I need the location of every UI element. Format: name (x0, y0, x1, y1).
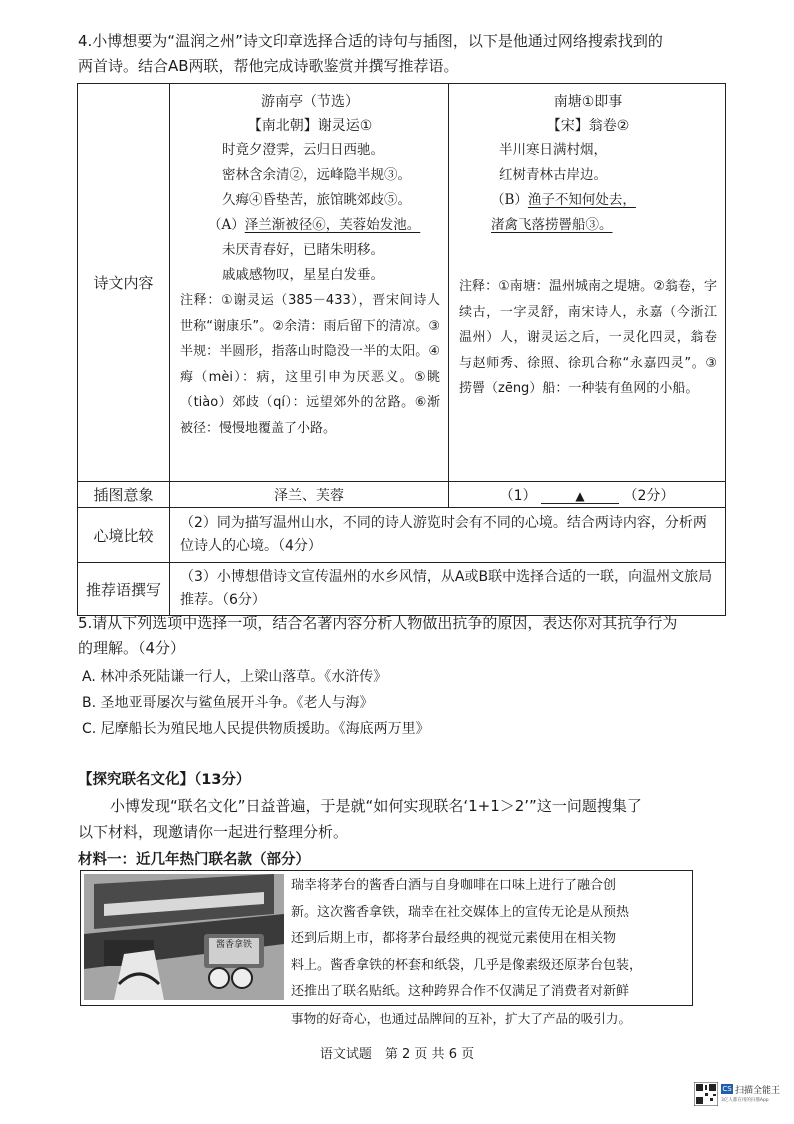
poem2-cell (449, 84, 726, 482)
poem1-author: 【南北朝】谢灵运① (247, 118, 373, 134)
page-footer: 语文试题 第 2 页 共 6 页 (319, 1047, 475, 1062)
poem1-notes: 注释：①谢灵运（385－433），晋宋间诗人世称“谢康乐”。②余清：雨后留下的清凉。③半规：半圆形，指落山时隐没一半的太阳。④痗（mèi）：病，这里引申为厌恶义。⑤眺（tiào）郊歧（qí）：远望郊外的岔路。⑥渐被径：慢慢地覆盖了小路。 (180, 293, 440, 436)
poem-table (77, 83, 726, 616)
poem2-title: 南塘①即事 (553, 94, 623, 110)
poem2-couplet-b (459, 188, 717, 213)
product-label: 酱香拿铁 (215, 940, 252, 950)
row-label-recommend: 推荐语撰写 (78, 563, 170, 616)
poem1-line: 密林含余清②，远峰隐半规③。 (222, 167, 411, 183)
blank-1-score: （2分） (623, 487, 675, 504)
poem2-line: 半川寒日满村烟， (499, 142, 607, 158)
poem2-author: 【宋】翁卷② (546, 118, 630, 134)
row-label-mood: 心境比较 (78, 508, 170, 563)
poem1-line: 时竟夕澄霁，云归日西驰。 (222, 142, 384, 158)
imagery-poem1: 泽兰、芙蓉 (170, 482, 449, 508)
material1-text (291, 873, 689, 1032)
material1-line: 事物的好奇心，也通过品牌间的互补，扩大了产品的吸引力。 (291, 1010, 632, 1026)
poem1-line: 未厌青春好，已睹朱明移。 (222, 242, 384, 258)
material1-line: 料上。酱香拿铁的杯套和纸袋，几乎是像素级还原茅台包装， (291, 957, 643, 973)
section-intro-line2: 以下材料，现邀请你一起进行整理分析。 (78, 823, 349, 841)
poem2-notes: 注释：①南塘：温州城南之堤塘。②翁卷，字续古，一字灵舒，南宋诗人，永嘉（今浙江温州）人，谢灵运之后，一灵化四灵，翁卷与赵师秀、徐照、徐玑合称“永嘉四灵”。③捞罾（zēng）船：一种装有鱼网的小船。 (459, 279, 717, 396)
poem1-cell (170, 84, 449, 482)
poem1-couplet-a (180, 213, 440, 238)
material1-box (80, 870, 693, 1026)
couplet-b-line2: 渚禽飞落捞罾船③。 (491, 217, 613, 233)
section-heading: 【探究联名文化】（13分） (78, 772, 251, 788)
row-label-imagery: 插图意象 (78, 482, 170, 508)
row-label-content: 诗文内容 (78, 84, 170, 482)
material1-line: 瑞幸将茅台的酱香白酒与自身咖啡在口味上进行了融合创 (291, 878, 617, 893)
product-image (84, 874, 284, 1000)
scanner-badge (694, 1082, 786, 1110)
poem1-line: 久痗④昏垫苦，旅馆眺郊歧⑤。 (222, 192, 411, 208)
poem2-line: 红树青林古岸边。 (499, 167, 607, 183)
couplet-a-label: （A） (208, 217, 245, 233)
q4-stem-line1: 4.小博想要为“温润之州”诗文印章选择合适的诗句与插图，以下是他通过网络搜索找到的 (78, 32, 663, 50)
material1-line: 新。这次酱香拿铁，瑞幸在社交媒体上的宣传无论是从预热 (291, 904, 630, 920)
badge-name: 扫描全能王 (735, 1086, 781, 1096)
q4-stem-line2: 两首诗。结合AB两联，帮他完成诗歌鉴赏并撰写推荐语。 (78, 57, 459, 75)
q5-stem-line1: 5.请从下列选项中选择一项，结合名著内容分析人物做出抗争的原因，表达你对其抗争行为 (78, 614, 678, 632)
q5-option-a: A. 林冲杀死陆谦一行人，上梁山落草。《水浒传》 (82, 669, 388, 685)
cs-logo-icon: CS (722, 1085, 732, 1093)
poem2-couplet-b-2 (459, 213, 717, 238)
blank-1-label: （1） (499, 487, 537, 504)
couplet-b-line1: 渔子不知何处去， (527, 192, 636, 208)
qr-code-icon (694, 1082, 718, 1106)
poem1-line: 戚戚感物叹，星星白发垂。 (222, 267, 384, 283)
couplet-b-label: （B） (491, 192, 528, 208)
material1-line: 还到后期上市，都将茅台最经典的视觉元素使用在相关物 (291, 931, 617, 946)
recommend-question: （3）小博想借诗文宣传温州的水乡风情，从A或B联中选择合适的一联，向温州文旅局推荐。（6分） (170, 563, 726, 616)
latte-bag-illustration (84, 874, 284, 1000)
material1-title: 材料一：近几年热门联名款（部分） (78, 852, 310, 868)
q5-option-b: B. 圣地亚哥屡次与鲨鱼展开斗争。《老人与海》 (82, 695, 374, 711)
section-intro-line1: 小博发现“联名文化”日益普遍，于是就“如何实现联名‘1+1＞2’”这一问题搜集了 (110, 797, 642, 815)
imagery-poem2 (449, 482, 726, 508)
couplet-a-text: 泽兰渐被径⑥，芙蓉始发池。 (244, 217, 421, 233)
blank-1-answer[interactable]: ▲ (541, 489, 619, 504)
q5-option-c: C. 尼摩船长为殖民地人民提供物质援助。《海底两万里》 (82, 721, 430, 737)
mood-question: （2）同为描写温州山水，不同的诗人游览时会有不同的心境。结合两诗内容，分析两位诗人的心境。（4分） (170, 508, 726, 563)
badge-sub: 3亿人都在用的扫描App (721, 1098, 769, 1103)
material1-line: 还推出了联名贴纸。这种跨界合作不仅满足了消费者对新鲜 (291, 984, 630, 999)
poem1-title: 游南亭（节选） (261, 94, 359, 110)
q5-stem-line2: 的理解。（4分） (78, 639, 186, 657)
